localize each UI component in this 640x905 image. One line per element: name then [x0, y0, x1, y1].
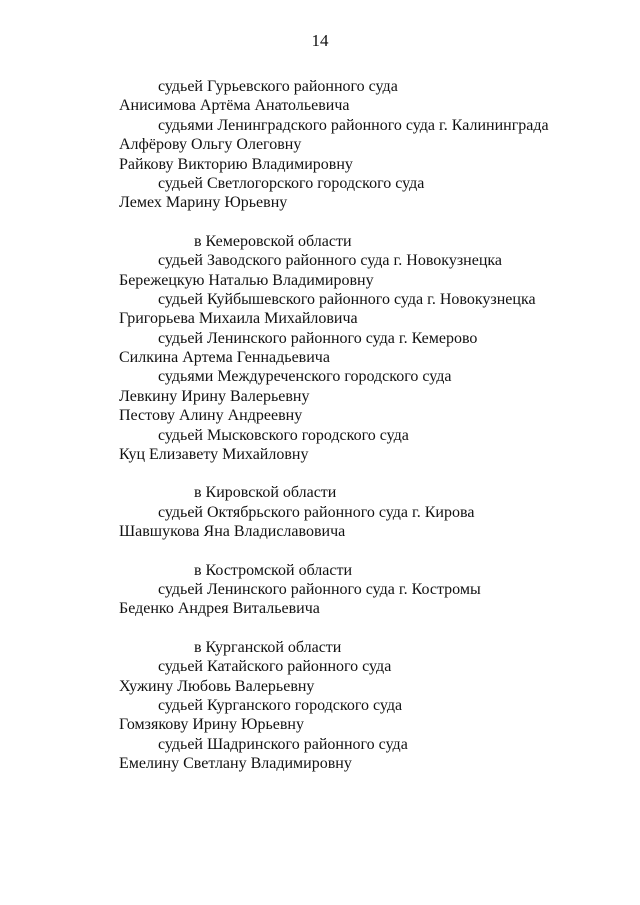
judge-name: Левкину Ирину Валерьевну — [119, 387, 310, 405]
court-line: судьей Мысковского городского суда — [158, 426, 409, 444]
court-line: судьей Ленинского районного суда г. Кемерово — [158, 329, 478, 347]
court-line: судьей Октябрьского районного суда г. Кирова — [158, 503, 475, 521]
region-heading: в Костромской области — [194, 561, 353, 579]
section-gap — [0, 464, 640, 483]
court-line: судьей Ленинского районного суда г. Костромы — [158, 580, 481, 598]
document-body — [0, 77, 640, 774]
court-line: судьями Междуреченского городского суда — [158, 368, 452, 386]
court-line: судьей Шадринского районного суда — [158, 735, 408, 753]
judge-name: Григорьева Михаила Михайловича — [119, 310, 358, 328]
judge-name: Лемех Марину Юрьевну — [119, 194, 288, 212]
court-line: судьей Катайского районного суда — [158, 658, 392, 676]
section-gap — [0, 213, 640, 232]
judge-name: Шавшукова Яна Владиславовича — [119, 523, 346, 541]
court-line: судьей Куйбышевского районного суда г. Новокузнецка — [158, 290, 536, 308]
court-line: судьей Светлогорского городского суда — [158, 174, 425, 192]
region-heading: в Кемеровской области — [194, 232, 352, 250]
judge-name: Куц Елизавету Михайловну — [119, 446, 309, 464]
judge-name: Анисимова Артёма Анатольевича — [119, 97, 350, 115]
page-number: 14 — [311, 31, 329, 50]
court-line: судьей Курганского городского суда — [158, 696, 403, 714]
region-heading: в Курганской области — [194, 638, 342, 656]
section-gap — [0, 619, 640, 638]
judge-name: Гомзякову Ирину Юрьевну — [119, 716, 304, 734]
judge-name: Алфёрову Ольгу Олеговну — [119, 136, 302, 154]
court-line: судьей Заводского районного суда г. Новокузнецка — [158, 252, 503, 270]
judge-name: Силкина Артема Геннадьевича — [119, 349, 330, 367]
section-gap — [0, 542, 640, 561]
region-heading: в Кировской области — [194, 484, 337, 502]
judge-name: Бережецкую Наталью Владимировну — [119, 271, 374, 289]
court-line: судьями Ленинградского районного суда г. Калининграда — [158, 116, 549, 134]
judge-name: Пестову Алину Андреевну — [119, 407, 303, 425]
judge-name: Хужину Любовь Валерьевну — [119, 677, 315, 695]
judge-name: Емелину Светлану Владимировну — [119, 755, 352, 773]
court-line: судьей Гурьевского районного суда — [158, 78, 398, 95]
judge-name: Райкову Викторию Владимировну — [119, 155, 353, 173]
judge-name: Беденко Андрея Витальевича — [119, 600, 320, 618]
